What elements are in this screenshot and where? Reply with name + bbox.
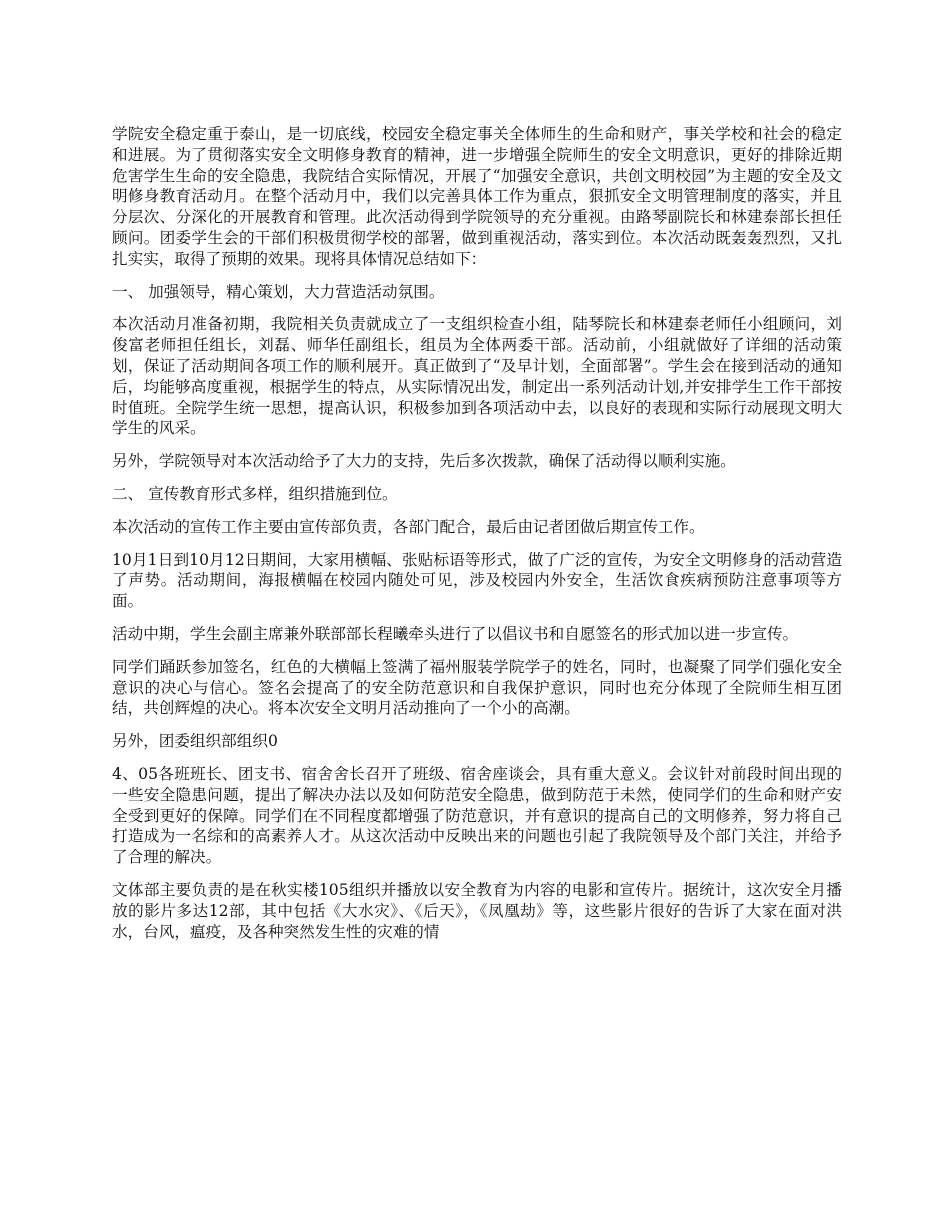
paragraph-funding: 另外，学院领导对本次活动给予了大力的支持，先后多次拨款，确保了活动得以顺利实施。 <box>112 452 736 471</box>
paragraph-films: 文体部主要负责的是在秋实楼105组织并播放以安全教育为内容的电影和宣传片。据统计，这次安全月播放的影片多达12部，其中包括《大水灾》、《后天》，《凤凰劫》等，这些影片很好的告诉了大家在面对洪水，台风，瘟疫，及各种突然发生性的灾难的情 <box>112 880 842 941</box>
paragraph-banners: 10月1日到10月12日期间，大家用横幅、张贴标语等形式，做了广泛的宣传，为安全文明修身的活动营造了声势。活动期间，海报横幅在校园内随处可见，涉及校园内外安全，生活饮食疾病预防注意事项等方面。 <box>112 550 842 611</box>
paragraph-publicity: 本次活动的宣传工作主要由宣传部负责，各部门配合，最后由记者团做后期宣传工作。 <box>112 517 705 536</box>
section-heading-1: 一、 加强领导，精心策划，大力营造活动氛围。 <box>112 282 445 301</box>
paragraph-mid-activity: 活动中期，学生会副主席兼外联部部长程曦牵头进行了以倡议书和自愿签名的形式加以进一步宣传。 <box>112 624 799 643</box>
paragraph-meetings: 4、05各班班长、团支书、宿舍舍长召开了班级、宿舍座谈会，具有重大意义。会议针对前段时间出现的一些安全隐患问题，提出了解决办法以及如何防范安全隐患，做到防范于未然，使同学们的生命和财产安全受到更好的保障。同学们在不同程度都增强了防范意识，并有意识的提高自己的文明修养，努力将自己打造成为一名综和的高素养人才。从这次活动中反映出来的问题也引起了我院领导及个部门关注，并给予了合理的解决。 <box>112 764 842 867</box>
paragraph-league-organization: 另外，团委组织部组织0 <box>112 732 278 751</box>
paragraph-signatures: 同学们踊跃参加签名，红色的大横幅上签满了福州服装学院学子的姓名，同时，也凝聚了同学们强化安全意识的决心与信心。签名会提高了的安全防范意识和自我保护意识，同时也充分体现了全院师生相互团结，共创辉煌的决心。将本次安全文明月活动推向了一个小的高潮。 <box>112 657 842 718</box>
document-body <box>112 124 842 954</box>
section-heading-2: 二、 宣传教育形式多样，组织措施到位。 <box>112 484 398 503</box>
paragraph-organization: 本次活动月准备初期，我院相关负责就成立了一支组织检查小组，陆琴院长和林建泰老师任小组顾问，刘俊富老师担任组长，刘磊、师华任副组长，组员为全体两委干部。活动前，小组就做好了详细的活动策划，保证了活动期间各项工作的顺利展开。真正做到了“及早计划，全面部署”。学生会在接到活动的通知后，均能够高度重视，根据学生的特点，从实际情况出发，制定出一系列活动计划,并安排学生工作干部按时值班。全院学生统一思想，提高认识，积极参加到各项活动中去，以良好的表现和实际行动展现文明大学生的风采。 <box>112 315 842 438</box>
intro-paragraph: 学院安全稳定重于泰山，是一切底线，校园安全稳定事关全体师生的生命和财产，事关学校和社会的稳定和进展。为了贯彻落实安全文明修身教育的精神，进一步增强全院师生的安全文明意识，更好的排除近期危害学生生命的安全隐患，我院结合实际情况，开展了“加强安全意识，共创文明校园”为主题的安全及文明修身教育活动月。在整个活动月中，我们以完善具体工作为重点，狠抓安全文明管理制度的落实，并且分层次、分深化的开展教育和管理。此次活动得到学院领导的充分重视。由路琴副院长和林建泰部长担任顾问。团委学生会的干部们积极贯彻学校的部署，做到重视活动，落实到位。本次活动既轰轰烈烈，又扎扎实实，取得了预期的效果。现将具体情况总结如下： <box>112 125 842 268</box>
